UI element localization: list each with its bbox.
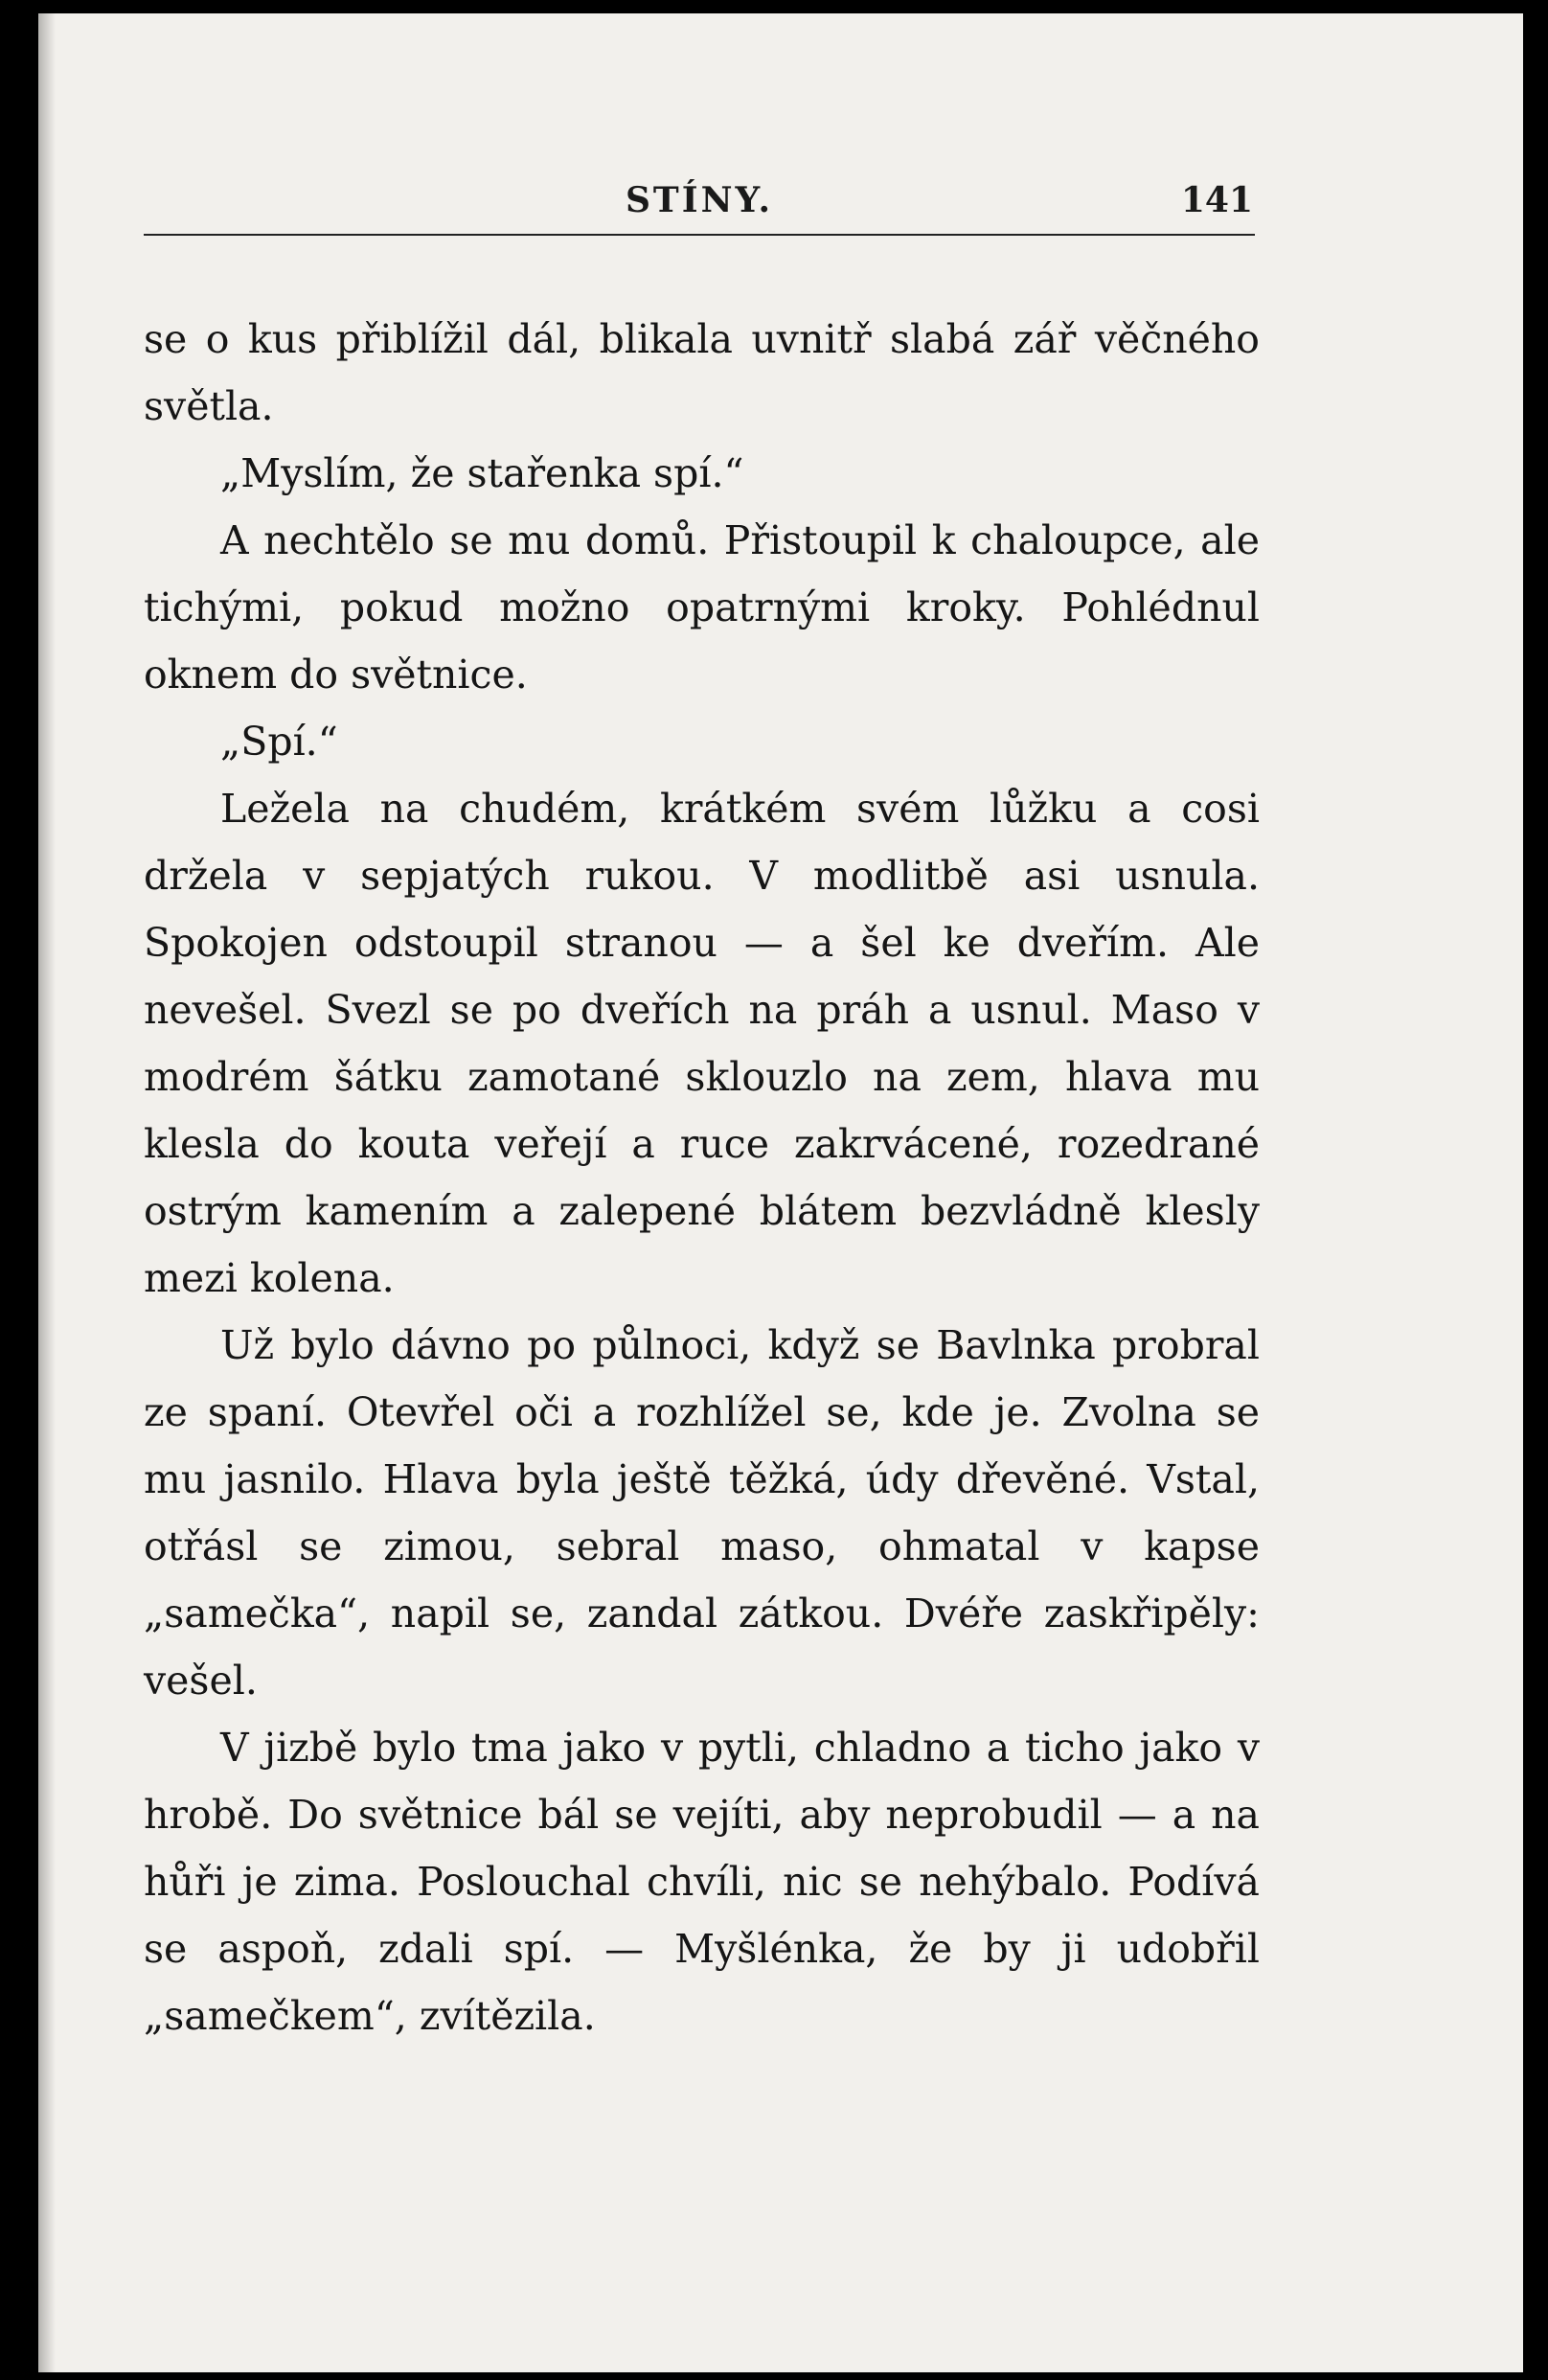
paragraph: Ležela na chudém, krátkém svém lůžku a cosi držela v sepjatých rukou. V modlitbě asi usnula. Spokojen odstoupil stranou — a šel ke dveřím. Ale nevešel. Svezl se po dveřích na práh a usnul. Maso v modrém šátku zamotané sklouzlo na zem, hlava mu klesla do kouta veřejí a ruce zakrvácené, rozedrané ostrým kamením a zalepené blátem bezvládně klesly mezi kolena. — [144, 786, 1260, 1301]
page-number: 141 — [1180, 180, 1253, 220]
page-content — [38, 13, 1523, 2372]
body-text — [144, 306, 1260, 2049]
paragraph: Už bylo dávno po půlnoci, když se Bavlnka probral ze spaní. Otevřel oči a rozhlížel se, kde je. Zvolna se mu jasnilo. Hlava byla ještě těžká, údy dřevěné. Vstal, otřásl se zimou, sebral maso, ohmatal v kapse „samečka“, napil se, zandal zátkou. Dvéře zaskřipěly: vešel. — [144, 1322, 1260, 1704]
paragraph: „Myslím, že stařenka spí.“ — [220, 450, 744, 496]
running-title: STÍNY. — [625, 180, 774, 220]
running-head — [144, 167, 1255, 236]
book-page — [38, 13, 1523, 2372]
paragraph: se o kus přiblížil dál, blikala uvnitř slabá zář věčného světla. — [144, 316, 1260, 429]
paragraph: A nechtělo se mu domů. Přistoupil k chaloupce, ale tichými, pokud možno opatrnými kroky. Pohlédnul oknem do světnice. — [144, 517, 1260, 698]
paragraph: V jizbě bylo tma jako v pytli, chladno a ticho jako v hrobě. Do světnice bál se vejíti, aby neprobudil — a na hůři je zima. Poslouchal chvíli, nic se nehýbalo. Podívá se aspoň, zdali spí. — Myšlénka, že by ji udobřil „samečkem“, zvítězila. — [144, 1725, 1260, 2039]
paragraph: „Spí.“ — [220, 719, 338, 765]
